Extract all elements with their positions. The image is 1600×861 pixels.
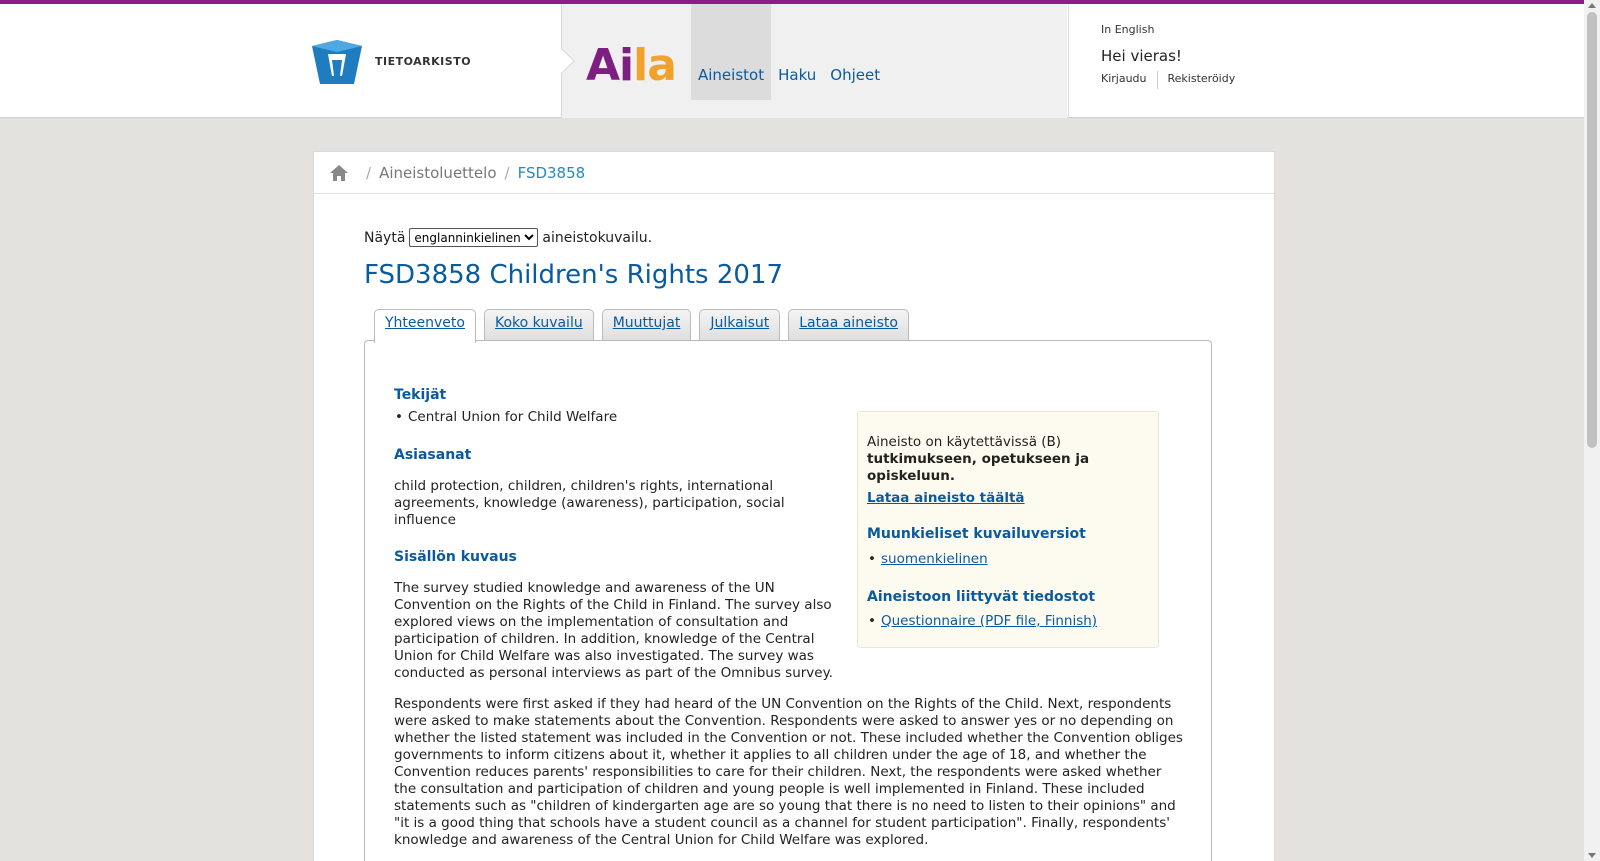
auth-links [1101,72,1235,90]
breadcrumb-separator: / [504,163,510,182]
description-language-select[interactable] [409,228,538,247]
breadcrumb [314,152,1274,194]
list-item: • Central Union for Child Welfare [394,409,836,426]
home-icon[interactable] [330,165,348,181]
nav-ohjeet[interactable]: Ohjeet [830,66,881,84]
download-link[interactable]: Lataa aineisto täältä [867,490,1025,506]
tab-lataa-aineisto[interactable]: Lataa aineisto [788,309,909,341]
tab-julkaisut[interactable]: Julkaisut [699,309,780,341]
scroll-thumb[interactable] [1587,12,1597,448]
list-item [867,613,1097,630]
suomenkielinen-link[interactable]: suomenkielinen [881,551,988,567]
summary-column [394,387,836,682]
org-name: TIETOARKISTO [375,55,472,68]
scroll-up-arrow-icon[interactable] [1588,3,1596,8]
authors-heading: Tekijät [394,387,447,403]
files-heading: Aineistoon liittyvät tiedostot [867,589,1096,605]
description-heading: Sisällön kuvaus [394,549,517,565]
description-text: The survey studied knowledge and awareness of the UN Convention on the Rights of the Child in Finland. The survey also explored views on the implementation of consultation and participation of children. In addition, knowledge of the Central Union for Child Welfare was also investigated. The survey was conducted as personal interviews as part of the Omnibus survey. [394,580,833,681]
show-prefix: Näytä [364,229,406,246]
breadcrumb-aineistoluettelo[interactable]: Aineistoluettelo [379,163,497,182]
full-description-text: Respondents were first asked if they had heard of the UN Convention on the Rights of the Child. Next, respondents were asked to make statements about the Convention. Respondents were asked to answer yes or no depending on whether the listed statement was included in the Convention or not. These included whether the Convention obliges governments to inform citizens about it, whether it applies to all children under the age of 18, and whether the Convention reduces parents' responsibilities to care for their children. Next, the respondents were asked whether the consultation and participation of children and young people is well implemented in Finland. These included statements such as "children of kindergarten age are so young that there is no need to listen to their opinions" and "it is a good thing that schools have a student council as a channel for student participation". Finally, respondents' knowledge and awareness of the Central Union for Child Welfare was explored. [394,696,1183,848]
greeting: Hei vieras! [1101,47,1182,65]
logo-area[interactable] [0,4,561,118]
show-suffix: aineistokuvailu. [542,229,653,246]
site-header [0,4,1584,118]
language-select-line [364,228,652,247]
list-item [867,551,988,568]
content-container [313,151,1275,861]
scroll-down-arrow-icon[interactable] [1588,853,1596,858]
user-area [1068,4,1584,118]
register-link[interactable]: Rekisteröidy [1167,72,1236,85]
keywords-heading: Asiasanat [394,447,472,463]
breadcrumb-separator: / [366,163,372,182]
keywords-text: child protection, children, children's rights, international agreements, knowledge (awareness), participation, social influence [394,478,785,528]
availability-text: Aineisto on käytettävissä (B) tutkimukseen, opetukseen ja opiskeluun. [867,434,1090,484]
other-lang-list [867,551,988,568]
aila-logo[interactable]: Aila [586,40,676,91]
questionnaire-link[interactable]: Questionnaire (PDF file, Finnish) [881,613,1098,629]
tab-muuttujat[interactable]: Muuttujat [602,309,692,341]
in-english-link[interactable]: In English [1101,23,1155,36]
breadcrumb-current: FSD3858 [517,163,586,182]
authors-list [394,409,836,426]
files-list [867,613,1097,630]
access-info-box [857,411,1159,648]
tab-panel [364,340,1212,861]
page-title: FSD3858 Children's Rights 2017 [364,260,784,290]
other-lang-heading: Muunkieliset kuvailuversiot [867,526,1086,542]
page-scrollbar[interactable] [1584,0,1600,861]
nav-aineistot[interactable]: Aineistot [691,4,771,100]
tab-yhteenveto[interactable]: Yhteenveto [374,309,476,343]
tab-koko-kuvailu[interactable]: Koko kuvailu [484,309,594,341]
auth-divider [1157,71,1158,89]
nav-haku[interactable]: Haku [778,66,817,84]
tab-bar [374,309,917,343]
main-nav [561,4,1067,118]
login-link[interactable]: Kirjaudu [1101,72,1147,85]
tietoarkisto-logo-icon [310,40,364,88]
